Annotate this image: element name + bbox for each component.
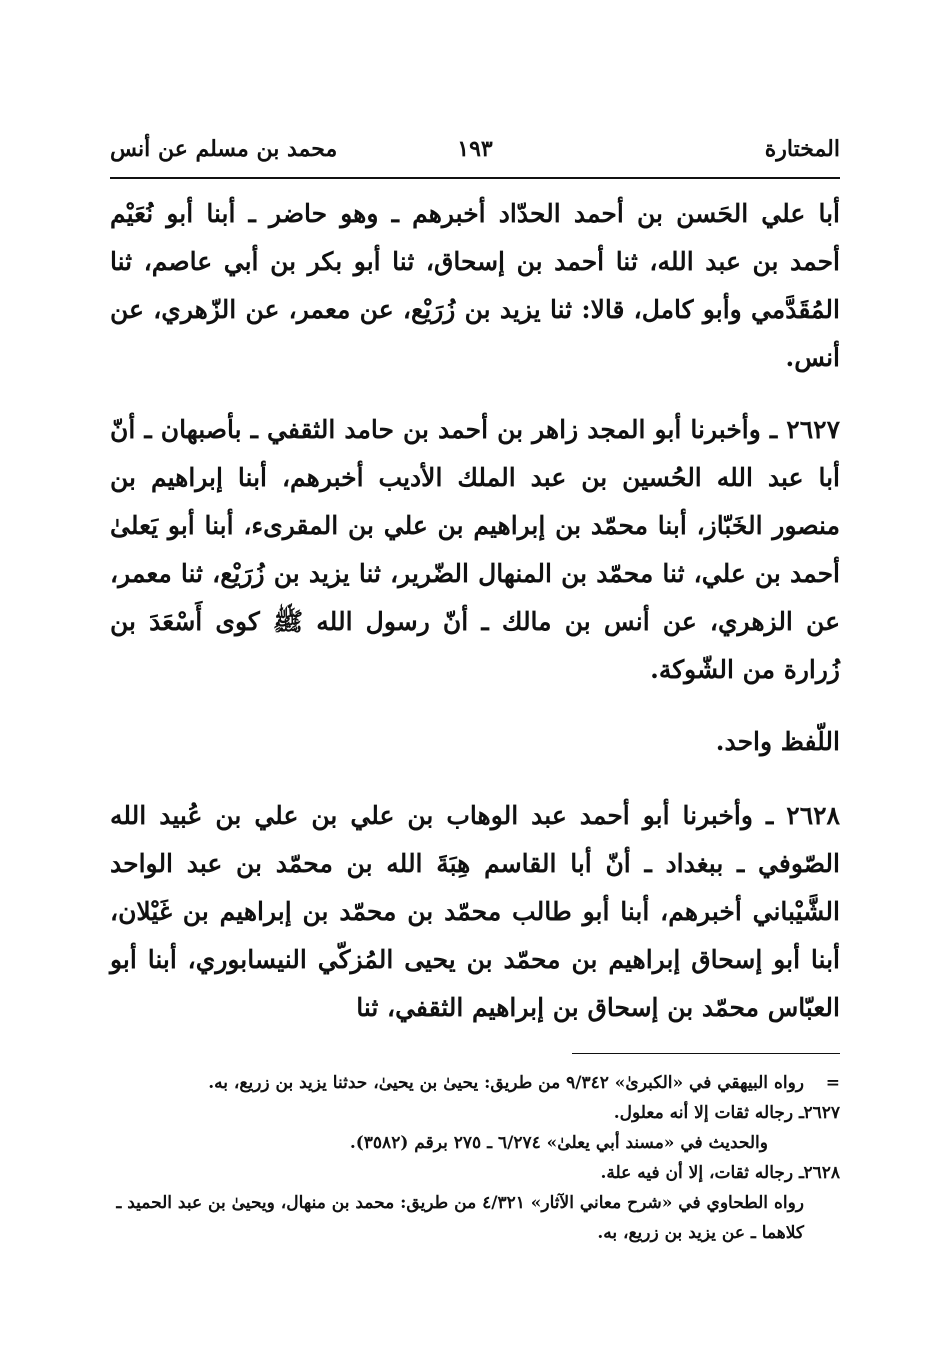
footnote — [110, 1158, 840, 1188]
page-header — [110, 136, 840, 176]
footnote-text: رواه الطحاوي في «شرح معاني الآثار» ٤/٣٢١ من طريق: محمد بن منهال، ويحيىٰ بن عبد الحميد ـ كلاهما ـ عن يزيد بن زريع، به. — [116, 1193, 804, 1243]
footnote — [110, 1068, 840, 1098]
footnote-mark: ٢٦٢٨ — [803, 1163, 840, 1183]
footnote-text: رواه البيهقي في «الكبرىٰ» ٩/٣٤٢ من طريق: يحيىٰ بن يحيىٰ، حدثنا يزيد بن زريع، به. — [208, 1073, 804, 1093]
note-paragraph: اللّفظ واحد. — [715, 727, 840, 756]
hadith-2628 — [110, 792, 840, 1032]
hadith-2627 — [110, 406, 840, 694]
hadith-text: ـ وأخبرنا أبو المجد زاهر بن أحمد بن حامد الثقفي ـ بأصبهان ـ أنّ أبا عبد الله الحُسين بن عبد الملك الأديب أخبرهم، أبنا إبراهيم بن منصور الخَبّاز، أبنا محمّد بن إبراهيم بن علي بن المقرىء، أبنا أبو يَعلىٰ أحمد بن علي، ثنا محمّد بن المنهال الضّرير، ثنا يزيد بن زُرَيْع، ثنا معمر، عن الزهري، عن أنس بن مالك ـ أنّ رسول الله ﷺ كوى أَسْعَدَ بن زُرارة من الشّوكة. — [110, 415, 840, 684]
paragraph-continuation: أبا علي الحَسن بن أحمد الحدّاد أخبرهم ـ وهو حاضر ـ أبنا أبو نُعَيْم أحمد بن عبد الله، ثنا أحمد بن إسحاق، ثنا أبو بكر بن أبي عاصم، ثنا المُقَدَّمي وأبو كامل، قالا: ثنا يزيد بن زُرَيْع، عن معمر، عن الزّهري، عن أنس. — [110, 199, 840, 372]
page-number: ١٩٣ — [457, 136, 493, 162]
footnote — [110, 1188, 840, 1248]
header-divider — [110, 177, 840, 179]
header-section-title: محمد بن مسلم عن أنس — [110, 136, 338, 162]
hadith-number: ٢٦٢٨ — [786, 801, 840, 830]
footnote-text: ـ رجاله ثقات إلا أنه معلول. — [613, 1103, 804, 1123]
footnote — [110, 1098, 840, 1128]
header-book-title: المختارة — [764, 136, 840, 162]
hadith-number: ٢٦٢٧ — [786, 415, 840, 444]
footnote-text: والحديث في «مسند أبي يعلىٰ» ٦/٢٧٤ ـ ٢٧٥ برقم (٣٥٨٢). — [349, 1133, 768, 1153]
footnote-text: ـ رجاله ثقات، إلا أن فيه علة. — [600, 1163, 804, 1183]
footnote-divider — [572, 1053, 840, 1054]
footnote-mark: = — [825, 1073, 840, 1093]
main-text — [110, 190, 840, 1056]
footnote-mark: ٢٦٢٧ — [803, 1103, 840, 1123]
hadith-text: ـ وأخبرنا أبو أحمد عبد الوهاب بن علي بن علي بن عُبيد الله الصّوفي ـ ببغداد ـ أنّ أبا القاسم هِبَةَ الله بن محمّد بن عبد الواحد الشَّيْباني أخبرهم، أبنا أبو طالب محمّد بن محمّد بن إبراهيم بن غَيْلان، أبنا أبو إسحاق إبراهيم بن محمّد بن يحيى المُزكّي النيسابوري، أبنا أبو العبّاس محمّد بن إسحاق بن إبراهيم الثقفي، ثنا — [110, 801, 840, 1022]
footnote — [110, 1128, 840, 1158]
footnotes — [110, 1068, 840, 1248]
